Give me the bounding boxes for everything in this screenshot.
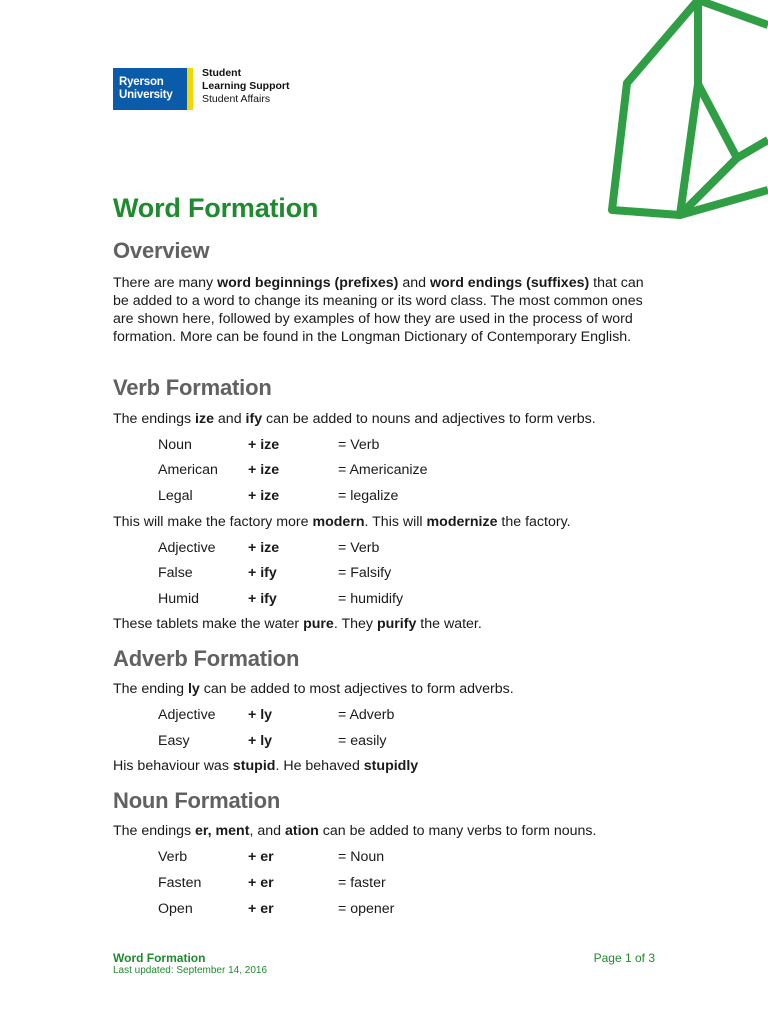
row-result: = opener bbox=[338, 901, 395, 917]
noun-intro-text-2: , and bbox=[249, 823, 285, 839]
logo-line2: University bbox=[119, 89, 173, 101]
verb-example-1-text-1: This will make the factory more bbox=[113, 514, 313, 530]
overview-text-3: that can be added to a word to change its meaning or its word class. The most common ones are shown here, followed by examples of how they are used in the process of word formation. More can be found in the Longman Dictionary of Contemporary English. bbox=[113, 275, 644, 345]
page-title: Word Formation bbox=[113, 193, 319, 223]
verb-example-1-bold-2: modernize bbox=[426, 514, 498, 530]
row-result: = Falsify bbox=[338, 565, 392, 581]
logo-text1: Student bbox=[202, 67, 242, 79]
row-base-word: Easy bbox=[158, 733, 190, 749]
row-result: = faster bbox=[338, 875, 386, 891]
verb-intro-text-2: and bbox=[213, 411, 246, 427]
row-suffix: + ify bbox=[248, 591, 277, 607]
verb-example-2 bbox=[113, 615, 673, 633]
row-suffix: + ize bbox=[248, 540, 280, 556]
row-base-word: Legal bbox=[158, 488, 193, 504]
row-base-word: Verb bbox=[158, 849, 188, 865]
row-base-word: Noun bbox=[158, 437, 192, 453]
footer-left bbox=[113, 951, 267, 977]
verb-example-2-text-2: . They bbox=[333, 616, 377, 632]
row-base-word: Humid bbox=[158, 591, 199, 607]
row-base-word: Adjective bbox=[158, 707, 216, 723]
row-base-word: False bbox=[158, 565, 193, 581]
overview-bold-1: word beginnings (prefixes) bbox=[217, 275, 399, 291]
footer-title: Word Formation bbox=[113, 951, 206, 965]
row-base-word: Open bbox=[158, 901, 193, 917]
row-suffix: + ize bbox=[248, 437, 280, 453]
row-suffix: + er bbox=[248, 901, 274, 917]
row-result: = humidify bbox=[338, 591, 404, 607]
overview-text-2: and bbox=[398, 275, 430, 291]
overview-bold-2: word endings (suffixes) bbox=[429, 275, 590, 291]
noun-intro-bold-1: er, ment bbox=[195, 823, 250, 839]
row-base-word: American bbox=[158, 462, 218, 478]
verb-intro bbox=[113, 410, 673, 428]
row-suffix: + ify bbox=[248, 565, 277, 581]
verb-intro-bold-2: ify bbox=[245, 411, 263, 427]
row-result: = Adverb bbox=[338, 707, 395, 723]
logo-department-text bbox=[202, 67, 290, 106]
verb-example-1-text-2: . This will bbox=[364, 514, 427, 530]
row-suffix: + ize bbox=[248, 488, 280, 504]
adverb-intro-text-2: can be added to most adjectives to form adverbs. bbox=[199, 681, 514, 697]
verb-example-2-text-3: the water. bbox=[416, 616, 482, 632]
logo-text3: Student Affairs bbox=[202, 93, 271, 105]
adverb-example-bold-1: stupid bbox=[232, 758, 276, 774]
verb-intro-text-1: The endings bbox=[113, 411, 196, 427]
verb-example-2-text-1: These tablets make the water bbox=[113, 616, 304, 632]
verb-formation-heading: Verb Formation bbox=[113, 375, 272, 400]
logo-yellow-bar bbox=[187, 68, 193, 110]
row-result: = easily bbox=[338, 733, 387, 749]
verb-intro-text-3: can be added to nouns and adjectives to form verbs. bbox=[262, 411, 596, 427]
footer-updated-date: Last updated: September 14, 2016 bbox=[113, 965, 268, 976]
adverb-example-text-2: . He behaved bbox=[275, 758, 364, 774]
noun-intro-text-3: can be added to many verbs to form nouns. bbox=[318, 823, 597, 839]
noun-intro bbox=[113, 822, 673, 840]
verb-example-2-bold-2: purify bbox=[376, 616, 417, 632]
overview-heading: Overview bbox=[113, 238, 210, 263]
adverb-example bbox=[113, 757, 673, 775]
adverb-intro-text-1: The ending bbox=[113, 681, 188, 697]
row-suffix: + ly bbox=[248, 733, 273, 749]
adverb-intro bbox=[113, 680, 673, 698]
row-result: = legalize bbox=[338, 488, 399, 504]
logo-box bbox=[113, 68, 187, 110]
row-suffix: + er bbox=[248, 875, 274, 891]
row-result: = Verb bbox=[338, 540, 380, 556]
row-base-word: Adjective bbox=[158, 540, 216, 556]
row-suffix: + ize bbox=[248, 462, 280, 478]
verb-intro-bold-1: ize bbox=[195, 411, 214, 427]
row-base-word: Fasten bbox=[158, 875, 202, 891]
verb-example-1-text-3: the factory. bbox=[497, 514, 571, 530]
verb-example-1 bbox=[113, 513, 673, 531]
row-suffix: + ly bbox=[248, 707, 273, 723]
row-result: = Noun bbox=[338, 849, 385, 865]
row-result: = Verb bbox=[338, 437, 380, 453]
verb-example-2-bold-1: pure bbox=[303, 616, 334, 632]
row-result: = Americanize bbox=[338, 462, 428, 478]
overview-text-1: There are many bbox=[113, 275, 218, 291]
noun-intro-bold-2: ation bbox=[284, 823, 319, 839]
logo-text2: Learning Support bbox=[202, 80, 290, 92]
noun-formation-heading: Noun Formation bbox=[113, 788, 281, 813]
noun-intro-text-1: The endings bbox=[113, 823, 196, 839]
page-number: Page 1 of 3 bbox=[593, 951, 655, 965]
logo-line1: Ryerson bbox=[119, 76, 164, 88]
adverb-example-bold-2: stupidly bbox=[363, 758, 419, 774]
university-logo bbox=[113, 68, 290, 110]
overview-paragraph bbox=[113, 274, 663, 346]
adverb-intro-bold-1: ly bbox=[187, 681, 200, 697]
verb-example-1-bold-1: modern bbox=[312, 514, 365, 530]
row-suffix: + er bbox=[248, 849, 274, 865]
adverb-example-text-1: His behaviour was bbox=[113, 758, 233, 774]
adverb-formation-heading: Adverb Formation bbox=[113, 646, 300, 671]
